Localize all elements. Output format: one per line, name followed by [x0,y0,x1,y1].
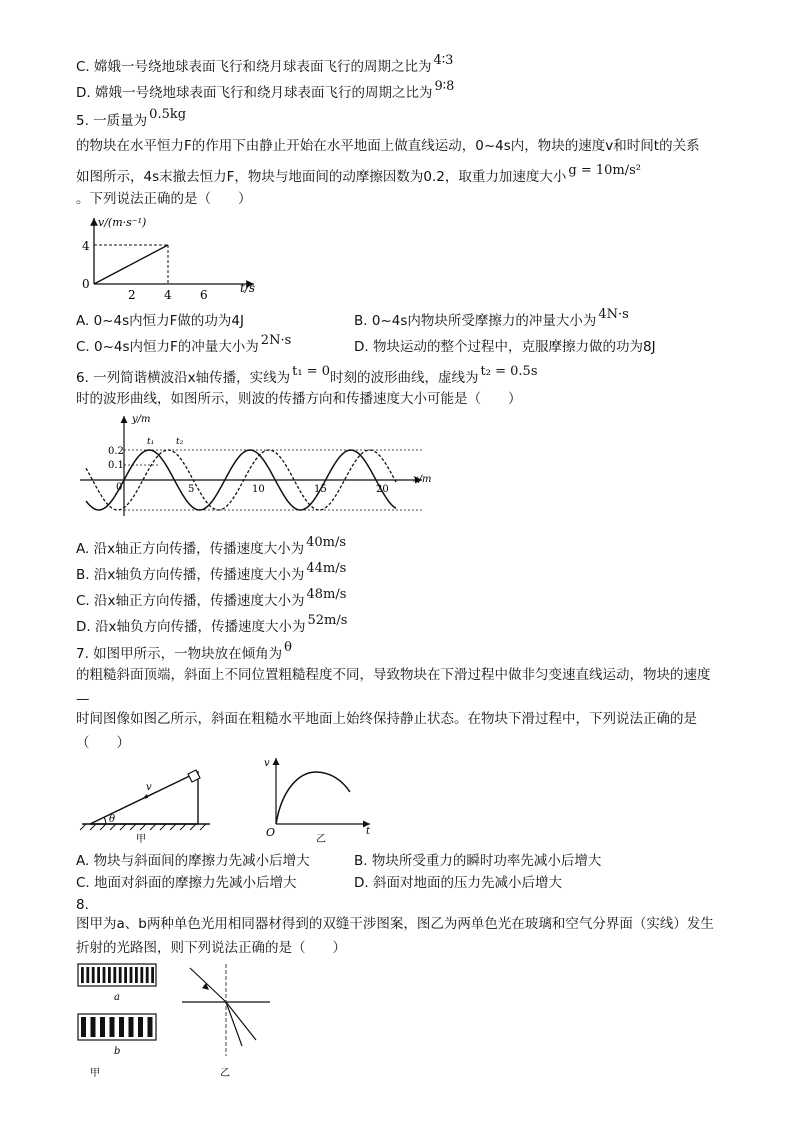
q5-y-label: v/(m·s⁻¹) [98,216,147,229]
q5-x-tick-4: 4 [164,288,172,302]
q5-option-d: D. 物块运动的整个过程中，克服摩擦力做的功为8J [354,339,656,355]
q4-option-d: D. 嫦娥一号绕地球表面飞行和绕月球表面飞行的周期之比为 9∶8 [76,79,455,101]
q5-x-tick-2: 2 [128,288,136,302]
q6-option-d: D. 沿x轴负方向传播，传播速度大小为 52m/s [76,613,348,635]
q6-x-tick-15: 15 [314,484,327,495]
q7-origin: O [266,826,276,839]
q8-fringe-a [81,967,84,983]
q8-fringe-a [140,967,143,983]
q7-v-label: v [146,782,152,793]
q8-refracted-ray-2 [226,1002,256,1040]
q6-stem-b: 时的波形曲线，如图所示，则波的传播方向和传播速度大小可能是（ ） [76,391,522,407]
q6-x-label: x/m [413,474,432,485]
q8-pattern-b [78,1014,156,1040]
q5-stem-b: 的物块在水平恒力F的作用下由静止开始在水平地面上做直线运动，0~4s内，物块的速度v和时间t的关系 [76,138,700,154]
q6-x-tick-5: 5 [188,484,195,495]
q6-x-tick-10: 10 [252,484,265,495]
q5-option-a: A. 0~4s内恒力F做的功为4J [76,313,244,329]
q6-t1-label: t₁ [147,437,155,447]
q8-fringe-a [97,967,100,983]
q5-vt-graph [76,210,276,306]
q7-option-b: B. 物块所受重力的瞬时功率先减小后增大 [354,853,602,869]
q8-fringe-a [135,967,138,983]
q8-refracted-ray-1 [226,1002,242,1046]
q8-incident-ray [190,968,226,1002]
q5-stem-a: 5. 一质量为 0.5kg [76,107,187,129]
q8-number: 8. [76,897,89,913]
q6-y-tick-01: 0.1 [108,460,124,471]
q8-label-a: a [114,992,120,1003]
q8-fringe-a [108,967,111,983]
q5-option-b: B. 0~4s内物块所受摩擦力的冲量大小为 4N·s [354,307,629,329]
q5-origin: 0 [82,277,90,291]
q7-option-c: C. 地面对斜面的摩擦力先减小后增大 [76,875,297,891]
q4-option-c: C. 嫦娥一号绕地球表面飞行和绕月球表面飞行的周期之比为 4∶3 [76,53,454,75]
q7-option-a: A. 物块与斜面间的摩擦力先减小后增大 [76,853,310,869]
q7-stem-c: 时间图像如图乙所示，斜面在粗糙水平地面上始终保持静止状态。在物块下滑过程中，下列说法正确的是（ ） [76,711,697,751]
q8-stem: 图甲为a、b两种单色光用相同器材得到的双缝干涉图案，图乙为两单色光在玻璃和空气分界面（实线）发生折射的光路图，则下列说法正确的是（ ） [76,916,714,956]
q7-fig-jia-label: 甲 [136,834,146,845]
q8-fringe-b [110,1017,115,1037]
q7-fig-yi-label: 乙 [316,834,326,845]
q8-fig-yi [176,960,276,1080]
q8-label-b: b [114,1046,121,1057]
q7-v-axis-label: v [264,758,270,769]
q8-fringe-b [100,1017,105,1037]
q8-fringe-a [103,967,106,983]
q7-theta-label: θ [109,814,116,825]
q8-fringe-a [124,967,127,983]
q8-fringe-a [86,967,89,983]
q8-fringe-a [151,967,154,983]
q8-fringe-a [119,967,122,983]
q5-y-tick-4: 4 [82,239,90,253]
q6-t2-label: t₂ [176,437,184,447]
q5-stem-c: 如图所示，4s末撤去恒力F，物块与地面间的动摩擦因数为0.2，取重力加速度大小 g = 10m/s² [76,163,641,185]
q8-fig-jia [76,960,162,1080]
q7-t-axis-label: t [366,826,371,837]
q6-y-tick-02: 0.2 [108,446,124,457]
q7-fig-yi [258,752,378,846]
q7-option-d: D. 斜面对地面的压力先减小后增大 [354,875,562,891]
q6-option-b: B. 沿x轴负方向传播，传播速度大小为 44m/s [76,561,347,583]
q8-fringe-b [138,1017,143,1037]
q7-vt-curve [276,772,350,824]
q8-fringe-a [92,967,95,983]
q8-fringe-a [130,967,133,983]
q8-fringe-a [113,967,116,983]
q8-fringe-b [91,1017,96,1037]
q7-stem-a: 7. 如图甲所示，一物块放在倾角为 θ [76,640,292,662]
q8-fringe-a [146,967,149,983]
q5-option-c: C. 0~4s内恒力F的冲量大小为 2N·s [76,333,292,355]
q8-pattern-a [78,964,156,986]
q5-x-tick-6: 6 [200,288,208,302]
q6-stem-a: 6. 一列简谐横波沿x轴传播，实线为 t₁ = 0时刻的波形曲线，虚线为 t₂ = 0.5s [76,364,538,386]
q8-fringe-b [129,1017,134,1037]
q7-stem-b: 的粗糙斜面顶端，斜面上不同位置粗糙程度不同，导致物块在下滑过程中做非匀变速直线运动，物块的速度— [76,667,711,707]
q6-option-a: A. 沿x轴正方向传播，传播速度大小为 40m/s [76,535,346,557]
q6-x-tick-20: 20 [376,484,389,495]
q6-origin: 0 [116,482,123,493]
q8-fringe-b [81,1017,86,1037]
q6-y-label: y/m [132,414,151,425]
q8-fig-yi-label: 乙 [220,1068,230,1079]
q6-wave-graph [76,410,436,522]
q8-fringe-b [119,1017,124,1037]
q6-option-c: C. 沿x轴正方向传播，传播速度大小为 48m/s [76,587,347,609]
q5-x-label: t/s [240,281,256,295]
q8-fringe-b [148,1017,153,1037]
q7-ground-hatch [80,824,206,830]
q7-fig-jia [76,752,216,846]
q5-velocity-line [94,245,168,284]
q8-fig-jia-label: 甲 [90,1068,100,1079]
q5-stem-d: 。下列说法正确的是（ ） [76,191,252,207]
